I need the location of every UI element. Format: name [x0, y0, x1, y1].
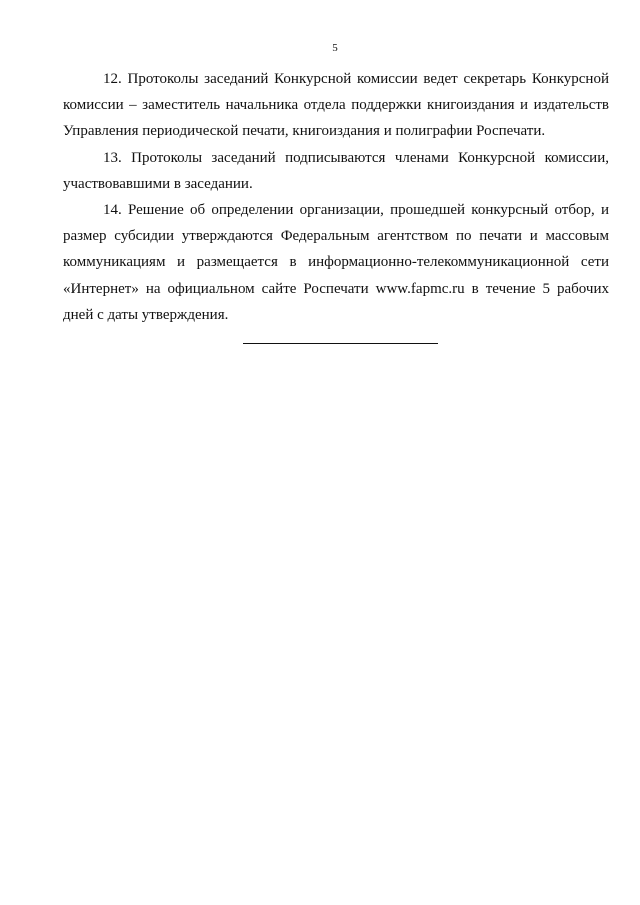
paragraph-12: 12. Протоколы заседаний Конкурсной комиссии ведет секретарь Конкурсной комиссии – заместитель начальника отдела поддержки книгоиздания и издательств Управления периодической печати, книгоиздания и полиграфии Роспечати.	[63, 71, 609, 140]
page-number: 5	[332, 42, 338, 54]
paragraph-13: 13. Протоколы заседаний подписываются членами Конкурсной комиссии, участвовавшими в заседании.	[63, 149, 609, 192]
paragraph-14: 14. Решение об определении организации, прошедшей конкурсный отбор, и размер субсидии утверждаются Федеральным агентством по печати и массовым коммуникациям и размещается в информационно-телекоммуникационной сети «Интернет» на официальном сайте Роспечати www.fapmc.ru в течение 5 рабочих дней с даты утверждения.	[63, 202, 609, 323]
end-of-document-line	[243, 343, 438, 344]
document-body	[63, 66, 609, 328]
